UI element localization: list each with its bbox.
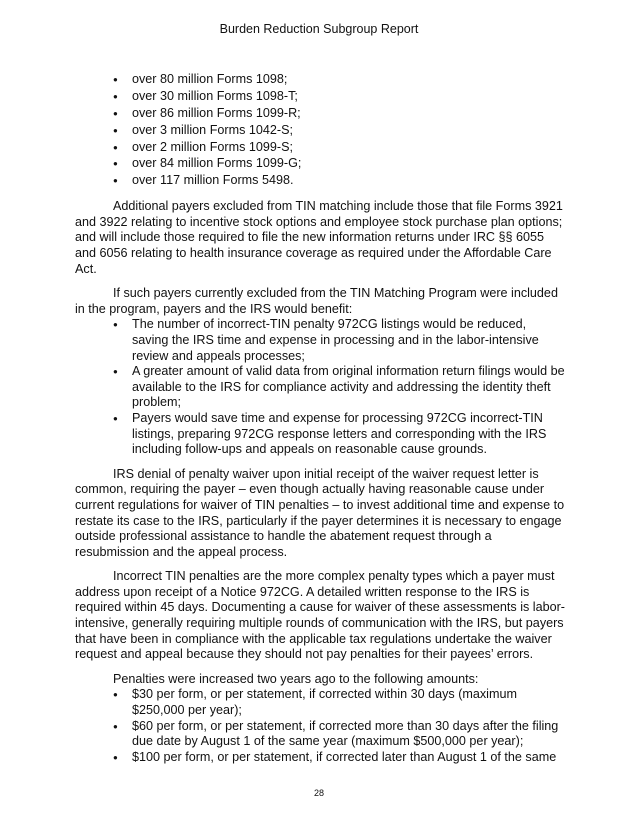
benefits-bullet-list: [75, 317, 565, 457]
paragraph-irs-denial: IRS denial of penalty waiver upon initial receipt of the waiver request letter is common, requiring the payer – even though actually having reasonable cause under current regulations for waiver of TIN penalties – to invest additional time and expense to restate its case to the IRS, particularly if the payer determines it is necessary to engage outside professional assistance to handle the abatement request through a resubmission and the appeal process.: [75, 466, 565, 559]
list-item: ● over 86 million Forms 1099-R;: [75, 106, 565, 122]
list-item: ● over 2 million Forms 1099-S;: [75, 140, 565, 156]
penalties-bullet-list: [75, 687, 565, 765]
list-item: ● over 30 million Forms 1098-T;: [75, 89, 565, 105]
running-header: Burden Reduction Subgroup Report: [219, 22, 419, 36]
paragraph-excluded-payers: If such payers currently excluded from the TIN Matching Program were included in the program, payers and the IRS would benefit:: [75, 286, 558, 316]
paragraph-additional-payers: Additional payers excluded from TIN matching include those that file Forms 3921 and 3922 relating to incentive stock options and employee stock purchase plan options; and will include those required to file the new information returns under IRC §§ 6055 and 6056 relating to health insurance coverage as required under the Affordable Care Act.: [75, 199, 563, 276]
paragraph-penalties-intro: Penalties were increased two years ago to the following amounts:: [113, 671, 479, 686]
list-item: ● Payers would save time and expense for processing 972CG incorrect-TIN listings, preparing 972CG response letters and corresponding with the IRS including follow-ups and appeals on reasonable cause grounds.: [75, 411, 565, 458]
paragraph-incorrect-tin: Incorrect TIN penalties are the more complex penalty types which a payer must address upon receipt of a Notice 972CG. A detailed written response to the IRS is required within 45 days. Documenting a cause for waiver of these assessments is labor-intensive, generally requiring multiple rounds of communication with the IRS, but payers that have been in compliance with the applicable tax regulations undertake the waiver request and appeal because they should not pay penalties for their payees’ errors.: [75, 569, 565, 662]
list-item: ● over 3 million Forms 1042-S;: [75, 123, 565, 139]
list-item: ● over 80 million Forms 1098;: [75, 72, 565, 88]
list-item: ● The number of incorrect-TIN penalty 972CG listings would be reduced, saving the IRS time and expense in processing and in the labor-intensive review and appeals processes;: [75, 317, 565, 364]
list-item: ● $100 per form, or per statement, if corrected later than August 1 of the same: [75, 750, 565, 766]
list-item: ● A greater amount of valid data from original information return filings would be available to the IRS for compliance activity and addressing the identity theft problem;: [75, 364, 565, 411]
list-item: ● over 117 million Forms 5498.: [75, 173, 565, 189]
forms-bullet-list: [75, 72, 565, 189]
list-item: ● $60 per form, or per statement, if corrected more than 30 days after the filing due date by August 1 of the same year (maximum $500,000 per year);: [75, 719, 565, 750]
page-number: 28: [313, 788, 324, 798]
list-item: ● $30 per form, or per statement, if corrected within 30 days (maximum $250,000 per year);: [75, 687, 565, 718]
page-body: [75, 72, 565, 765]
list-item: ● over 84 million Forms 1099-G;: [75, 156, 565, 172]
